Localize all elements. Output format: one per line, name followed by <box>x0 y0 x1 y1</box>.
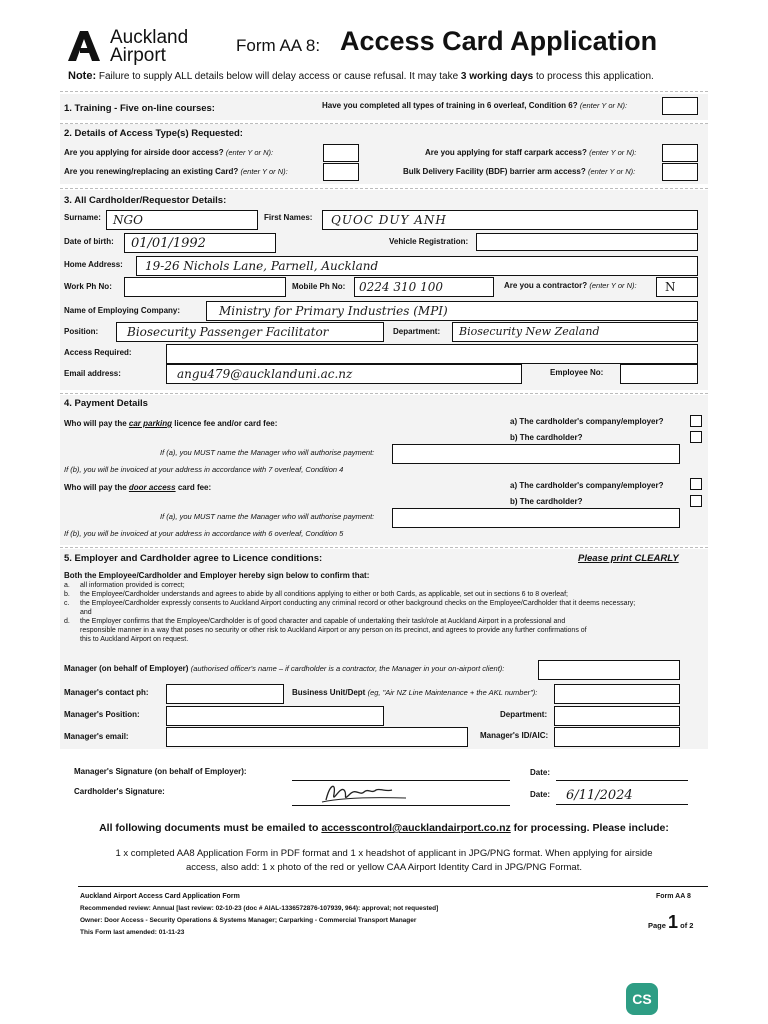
footer-meta-review: Recommended review: Annual [last review: 02-10-23 (doc # AIAL-1336572876-107939, 964): approval; not requested] <box>80 905 439 912</box>
section2-title: 2. Details of Access Type(s) Requested: <box>64 128 243 139</box>
department-field[interactable]: Biosecurity New Zealand <box>452 322 698 342</box>
manager-id-label: Manager's ID/AIC: <box>480 731 549 740</box>
department-label: Department: <box>393 327 441 336</box>
company-field[interactable]: Ministry for Primary Industries (MPI) <box>206 301 698 321</box>
contractor-field[interactable]: N <box>656 277 698 297</box>
condition-item: a. all information provided is correct; <box>64 582 185 589</box>
manager-position-field[interactable] <box>166 706 384 726</box>
conditions-list <box>64 582 714 645</box>
email-label: Email address: <box>64 369 121 378</box>
page-indicator: Page 1 of 2 <box>648 912 694 932</box>
footer-form-code: Form AA 8 <box>656 893 691 900</box>
employee-no-label: Employee No: <box>550 368 604 377</box>
address-field[interactable]: 19-26 Nichols Lane, Parnell, Auckland <box>136 256 698 276</box>
door-option-b-checkbox[interactable] <box>690 495 702 507</box>
manager-contact-label: Manager's contact ph: <box>64 688 149 697</box>
dob-label: Date of birth: <box>64 237 114 246</box>
manager-department-field[interactable] <box>554 706 680 726</box>
dob-field[interactable]: 01/01/1992 <box>124 233 276 253</box>
access-required-label: Access Required: <box>64 348 132 357</box>
page-title: Access Card Application <box>340 26 658 56</box>
work-phone-field[interactable] <box>124 277 286 297</box>
auckland-airport-logo <box>66 30 102 62</box>
email-link[interactable]: accesscontrol@aucklandairport.co.nz <box>321 822 511 834</box>
condition-item: c. the Employee/Cardholder expressly consents to Auckland Airport conducting any criminal record or other background checks on the Employee/Cardholder that it deems necessary; <box>64 600 636 607</box>
bdf-question: Bulk Delivery Facility (BDF) barrier arm access? (enter Y or N): <box>403 167 636 176</box>
condition-item: d. the Employer confirms that the Employee/Cardholder is of good character and capable of undertaking their task/role at Auckland Airport in a professional and <box>64 618 566 625</box>
cardholder-signature-label: Cardholder's Signature: <box>74 787 165 796</box>
cardholder-date-label: Date: <box>530 790 551 799</box>
confirmation-intro: Both the Employee/Cardholder and Employer hereby sign below to confirm that: <box>64 571 370 580</box>
parking-option-b-checkbox[interactable] <box>690 431 702 443</box>
manager-date-label: Date: <box>530 768 551 777</box>
training-question: Have you completed all types of training in 6 overleaf, Condition 6? (enter Y or N): <box>322 101 628 110</box>
access-required-field[interactable] <box>166 344 698 364</box>
carpark-question: Are you applying for staff carpark access? (enter Y or N): <box>425 148 637 157</box>
section5-title: 5. Employer and Cardholder agree to Licence conditions: <box>64 553 323 564</box>
condition-item: this to Auckland Airport on request. <box>80 636 189 643</box>
first-names-label: First Names: <box>264 213 313 222</box>
renewing-question: Are you renewing/replacing an existing Card? (enter Y or N): <box>64 167 288 176</box>
car-parking-payer-question: Who will pay the car parking licence fee and/or card fee: <box>64 419 278 428</box>
renewing-answer-field[interactable] <box>323 163 359 181</box>
section1-title: 1. Training - Five on-line courses: <box>64 103 215 114</box>
logo-text-line2: Airport <box>110 45 166 66</box>
door-manager-field[interactable] <box>392 508 680 528</box>
business-unit-label: Business Unit/Dept (eg, "Air NZ Line Maintenance + the AKL number"): <box>292 688 538 697</box>
footer-divider <box>78 886 708 887</box>
parking-invoice-note: If (b), you will be invoiced at your address in accordance with 7 overleaf, Condition 4 <box>64 465 344 474</box>
manager-email-field[interactable] <box>166 727 468 747</box>
contractor-question: Are you a contractor? (enter Y or N): <box>504 281 637 290</box>
door-manager-note: If (a), you MUST name the Manager who will authorise payment: <box>160 512 375 521</box>
manager-signature-label: Manager's Signature (on behalf of Employer): <box>74 767 247 776</box>
condition-item: and <box>80 609 92 616</box>
footer-meta-amended: This Form last amended: 01-11-23 <box>80 929 185 936</box>
section3-title: 3. All Cardholder/Requestor Details: <box>64 195 227 206</box>
manager-name-field[interactable] <box>538 660 680 680</box>
manager-contact-field[interactable] <box>166 684 284 704</box>
print-clearly-note: Please print CLEARLY <box>578 553 679 564</box>
cardholder-date-line[interactable] <box>556 804 688 805</box>
section4-title: 4. Payment Details <box>64 398 148 409</box>
surname-label: Surname: <box>64 213 101 222</box>
airside-question: Are you applying for airside door access? (enter Y or N): <box>64 148 274 157</box>
cardholder-signature <box>292 780 510 806</box>
manager-department-label: Department: <box>500 710 548 719</box>
company-label: Name of Employing Company: <box>64 306 181 315</box>
business-unit-field[interactable] <box>554 684 680 704</box>
form-number: Form AA 8: <box>236 36 321 55</box>
mobile-field[interactable]: 0224 310 100 <box>354 277 494 297</box>
door-access-payer-question: Who will pay the door access card fee: <box>64 483 212 492</box>
bdf-answer-field[interactable] <box>662 163 698 181</box>
parking-manager-field[interactable] <box>392 444 680 464</box>
employee-no-field[interactable] <box>620 364 698 384</box>
door-option-b-label: b) The cardholder? <box>510 497 583 506</box>
position-field[interactable]: Biosecurity Passenger Facilitator <box>116 322 384 342</box>
work-phone-label: Work Ph No: <box>64 282 112 291</box>
manager-date-line[interactable] <box>556 780 688 781</box>
surname-field[interactable]: NGO <box>106 210 258 230</box>
condition-item: responsible manner in a way that poses no security or other risk to Auckland Airport or any person on its precinct, and agrees to provide any further confirmations of <box>80 627 587 634</box>
cardholder-signature-line[interactable] <box>292 805 510 806</box>
condition-item: b. the Employee/Cardholder understands and agrees to abide by all conditions applying to either or both Cards, as applicable, set out in sections 6 to 8 overleaf; <box>64 591 568 598</box>
vehicle-label: Vehicle Registration: <box>389 237 469 246</box>
training-answer-field[interactable] <box>662 97 698 115</box>
position-label: Position: <box>64 327 99 336</box>
logo-mark-icon <box>66 30 102 62</box>
parking-option-a-label: a) The cardholder's company/employer? <box>510 417 664 426</box>
parking-manager-note: If (a), you MUST name the Manager who will authorise payment: <box>160 448 375 457</box>
address-label: Home Address: <box>64 260 123 269</box>
mobile-label: Mobile Ph No: <box>292 282 346 291</box>
signature-scribble-icon <box>320 780 410 806</box>
parking-option-b-label: b) The cardholder? <box>510 433 583 442</box>
note: Note: Failure to supply ALL details below will delay access or cause refusal. It may take 3 working days to process this application. <box>68 70 654 82</box>
manager-position-label: Manager's Position: <box>64 710 140 719</box>
first-names-field[interactable]: QUOC DUY ANH <box>322 210 698 230</box>
manager-name-label: Manager (on behalf of Employer) (authorised officer's name – if cardholder is a contractor, the Manager in your on-airport client): <box>64 664 505 673</box>
door-option-a-label: a) The cardholder's company/employer? <box>510 481 664 490</box>
footer-meta-title: Auckland Airport Access Card Application Form <box>80 893 240 900</box>
cardholder-date-value: 6/11/2024 <box>566 788 633 803</box>
manager-id-field[interactable] <box>554 727 680 747</box>
airside-answer-field[interactable] <box>323 144 359 162</box>
email-field[interactable]: angu479@aucklanduni.ac.nz <box>166 364 522 384</box>
documents-line-2: access, also add: 1 x photo of the red or yellow CAA Airport Identity Card in JPG/PNG Format. <box>185 862 582 873</box>
logo-text-line1: Auckland <box>110 27 189 48</box>
vehicle-field[interactable] <box>476 233 698 251</box>
door-invoice-note: If (b), you will be invoiced at your address in accordance with 6 overleaf, Condition 5 <box>64 529 344 538</box>
carpark-answer-field[interactable] <box>662 144 698 162</box>
parking-option-a-checkbox[interactable] <box>690 415 702 427</box>
door-option-a-checkbox[interactable] <box>690 478 702 490</box>
documents-line-1: 1 x completed AA8 Application Form in PDF format and 1 x headshot of applicant in JPG/PNG format. When applying for airside <box>115 848 653 859</box>
email-instructions: All following documents must be emailed to accesscontrol@aucklandairport.co.nz for processing. Please include: <box>99 822 669 834</box>
manager-email-label: Manager's email: <box>64 732 129 741</box>
footer-meta-owner: Owner: Door Access - Security Operations & Systems Manager; Carparking - Commercial Transport Manager <box>80 917 417 924</box>
camscanner-badge-icon: CS <box>626 983 658 1015</box>
